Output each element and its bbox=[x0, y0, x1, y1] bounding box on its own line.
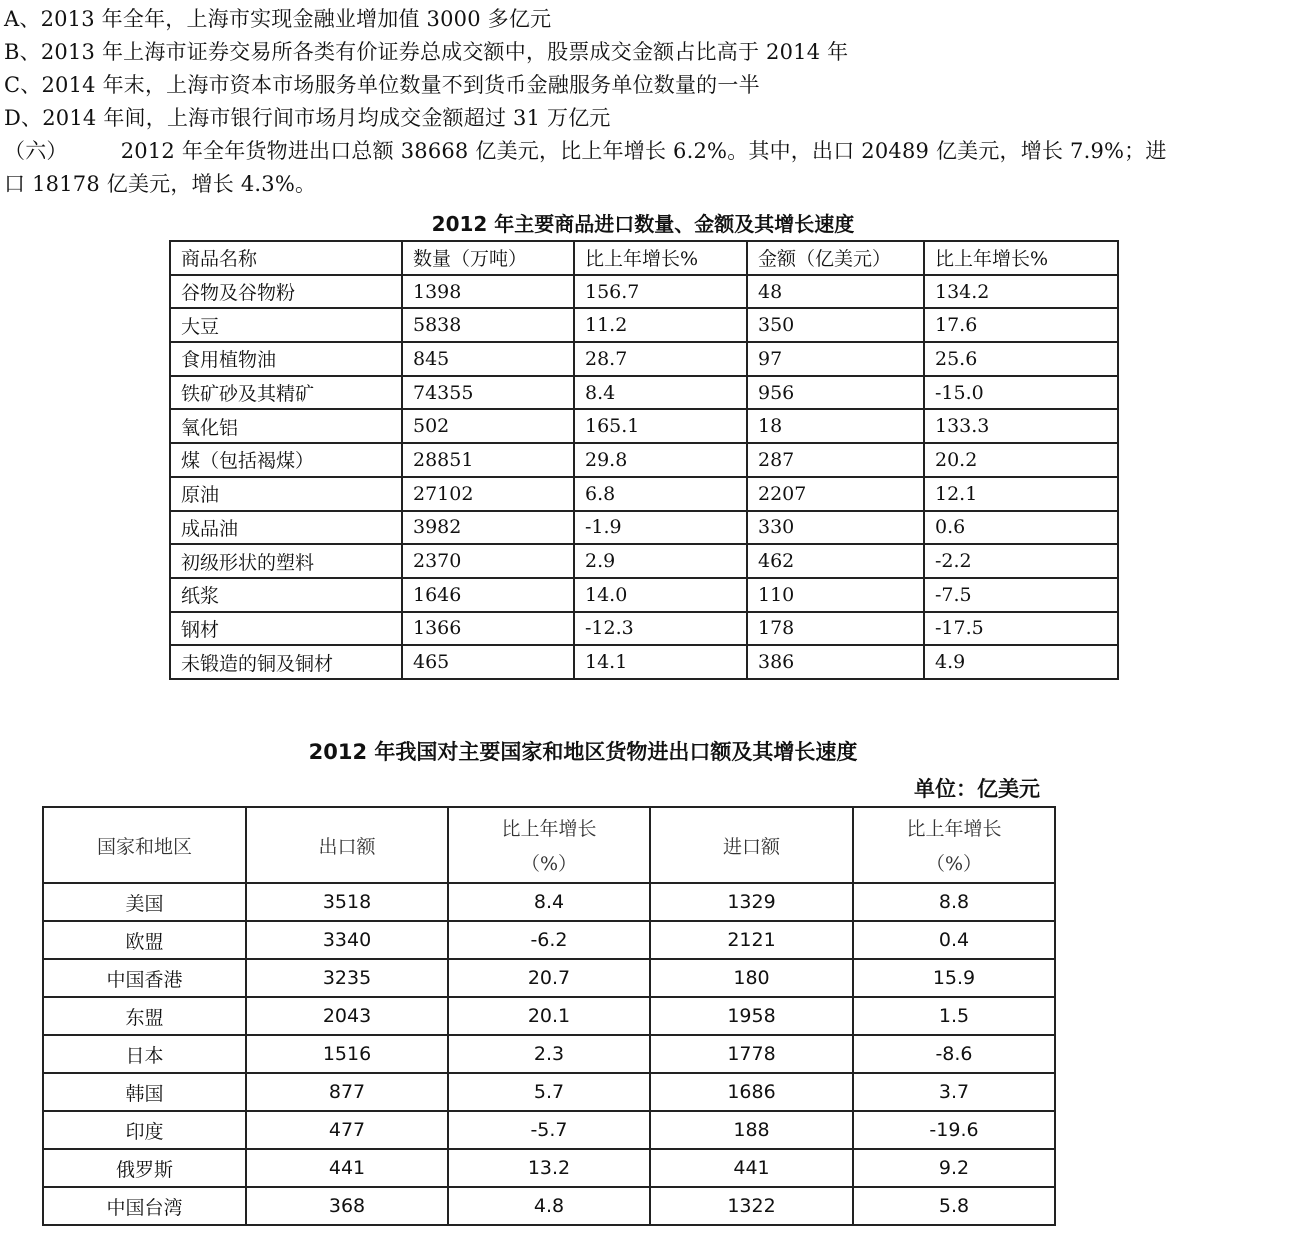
table-cell: 3.7 bbox=[853, 1073, 1055, 1111]
table-cell: -17.5 bbox=[924, 612, 1118, 646]
table-cell: 441 bbox=[246, 1149, 448, 1187]
column-header bbox=[43, 807, 246, 883]
table-cell: 165.1 bbox=[574, 409, 747, 443]
table-cell: 25.6 bbox=[924, 342, 1118, 376]
table-cell: -12.3 bbox=[574, 612, 747, 646]
table-cell: 1646 bbox=[402, 578, 574, 612]
table-cell: 0.4 bbox=[853, 921, 1055, 959]
table-cell: 188 bbox=[650, 1111, 853, 1149]
column-header-label: 出口额 bbox=[318, 835, 376, 858]
table-cell: 287 bbox=[747, 443, 924, 477]
column-header: 商品名称 bbox=[170, 241, 402, 275]
table-cell: 8.4 bbox=[448, 883, 650, 921]
table-row bbox=[170, 443, 1118, 477]
table-cell: 462 bbox=[747, 544, 924, 578]
table-row bbox=[170, 612, 1118, 646]
table-cell: 386 bbox=[747, 645, 924, 679]
table-cell: 3235 bbox=[246, 959, 448, 997]
table-cell: 1329 bbox=[650, 883, 853, 921]
column-header bbox=[448, 807, 650, 883]
commodity-name-cell: 煤（包括褐煤） bbox=[170, 443, 402, 477]
commodity-name-cell: 铁矿砂及其精矿 bbox=[170, 376, 402, 410]
commodity-name-cell: 原油 bbox=[170, 477, 402, 511]
table-cell: 350 bbox=[747, 308, 924, 342]
table-cell: 2207 bbox=[747, 477, 924, 511]
table-cell: 11.2 bbox=[574, 308, 747, 342]
table-cell: 1.5 bbox=[853, 997, 1055, 1035]
table-cell: 2043 bbox=[246, 997, 448, 1035]
region-name-cell: 韩国 bbox=[43, 1073, 246, 1111]
table-cell: -6.2 bbox=[448, 921, 650, 959]
commodity-name-cell: 谷物及谷物粉 bbox=[170, 275, 402, 309]
table-cell: 2370 bbox=[402, 544, 574, 578]
column-header-label: 比上年增长 bbox=[906, 818, 1002, 840]
table-cell: 502 bbox=[402, 409, 574, 443]
table-cell: 48 bbox=[747, 275, 924, 309]
table-cell: 28.7 bbox=[574, 342, 747, 376]
table-cell: -7.5 bbox=[924, 578, 1118, 612]
section-six-intro: （六） 2012 年全年货物进出口总额 38668 亿美元，比上年增长 6.2%。其中，出口 20489 亿美元，增长 7.9%；进 bbox=[4, 139, 1167, 163]
table-row bbox=[43, 921, 1055, 959]
commodity-name-cell: 食用植物油 bbox=[170, 342, 402, 376]
section-six-intro-continued: 口 18178 亿美元，增长 4.3%。 bbox=[4, 172, 317, 196]
table-cell: 9.2 bbox=[853, 1149, 1055, 1187]
table-cell: 4.8 bbox=[448, 1187, 650, 1225]
table-cell: 477 bbox=[246, 1111, 448, 1149]
table-cell: 3518 bbox=[246, 883, 448, 921]
column-header: 数量（万吨） bbox=[402, 241, 574, 275]
table-header-row bbox=[43, 807, 1055, 883]
table-cell: 8.4 bbox=[574, 376, 747, 410]
table-row bbox=[43, 959, 1055, 997]
table-cell: -5.7 bbox=[448, 1111, 650, 1149]
table-cell: 5.7 bbox=[448, 1073, 650, 1111]
table-cell: 441 bbox=[650, 1149, 853, 1187]
table-cell: 845 bbox=[402, 342, 574, 376]
region-name-cell: 欧盟 bbox=[43, 921, 246, 959]
table-row bbox=[170, 477, 1118, 511]
table-cell: 1322 bbox=[650, 1187, 853, 1225]
column-header-label: 比上年增长 bbox=[501, 818, 597, 840]
import-commodities-table-title: 2012 年主要商品进口数量、金额及其增长速度 bbox=[431, 212, 855, 236]
table-cell: 133.3 bbox=[924, 409, 1118, 443]
table-cell: 110 bbox=[747, 578, 924, 612]
column-header bbox=[853, 807, 1055, 883]
table-cell: 1366 bbox=[402, 612, 574, 646]
table-cell: 6.8 bbox=[574, 477, 747, 511]
table-row bbox=[170, 544, 1118, 578]
table-cell: 368 bbox=[246, 1187, 448, 1225]
table-row bbox=[170, 376, 1118, 410]
commodity-name-cell: 氧化铝 bbox=[170, 409, 402, 443]
table-row bbox=[43, 1073, 1055, 1111]
table-cell: 13.2 bbox=[448, 1149, 650, 1187]
table-cell: 5.8 bbox=[853, 1187, 1055, 1225]
column-header: 比上年增长% bbox=[924, 241, 1118, 275]
import-commodities-table bbox=[169, 240, 1119, 680]
table-cell: 3340 bbox=[246, 921, 448, 959]
table-cell: 2121 bbox=[650, 921, 853, 959]
table-row bbox=[43, 1111, 1055, 1149]
column-header-label: 进口额 bbox=[722, 835, 780, 858]
column-header-unit: （%） bbox=[925, 853, 983, 875]
import-commodities-table-block bbox=[169, 208, 1117, 680]
table-cell: 97 bbox=[747, 342, 924, 376]
table-cell: -19.6 bbox=[853, 1111, 1055, 1149]
column-header: 比上年增长% bbox=[574, 241, 747, 275]
table-cell: 2.9 bbox=[574, 544, 747, 578]
table-cell: 1516 bbox=[246, 1035, 448, 1073]
region-name-cell: 东盟 bbox=[43, 997, 246, 1035]
table-cell: 5838 bbox=[402, 308, 574, 342]
trade-partners-table-title: 2012 年我国对主要国家和地区货物进出口额及其增长速度 bbox=[308, 740, 858, 764]
question-option-a: A、2013 年全年，上海市实现金融业增加值 3000 多亿元 bbox=[4, 7, 552, 31]
column-header-unit: （%） bbox=[520, 853, 578, 875]
table-cell: 14.1 bbox=[574, 645, 747, 679]
table-row bbox=[43, 1149, 1055, 1187]
table-cell: -15.0 bbox=[924, 376, 1118, 410]
table-row bbox=[170, 275, 1118, 309]
table-cell: 180 bbox=[650, 959, 853, 997]
table-cell: 1958 bbox=[650, 997, 853, 1035]
commodity-name-cell: 钢材 bbox=[170, 612, 402, 646]
table-cell: 20.1 bbox=[448, 997, 650, 1035]
table-row bbox=[170, 308, 1118, 342]
table-cell: 20.2 bbox=[924, 443, 1118, 477]
commodity-name-cell: 大豆 bbox=[170, 308, 402, 342]
table-cell: -1.9 bbox=[574, 511, 747, 545]
table-row bbox=[170, 645, 1118, 679]
question-option-b: B、2013 年上海市证券交易所各类有价证券总成交额中，股票成交金额占比高于 2014 年 bbox=[4, 40, 849, 64]
table-cell: 877 bbox=[246, 1073, 448, 1111]
table-cell: 74355 bbox=[402, 376, 574, 410]
table-cell: 12.1 bbox=[924, 477, 1118, 511]
table-cell: 956 bbox=[747, 376, 924, 410]
table-cell: 17.6 bbox=[924, 308, 1118, 342]
table-cell: 3982 bbox=[402, 511, 574, 545]
commodity-name-cell: 初级形状的塑料 bbox=[170, 544, 402, 578]
table-cell: 156.7 bbox=[574, 275, 747, 309]
region-name-cell: 日本 bbox=[43, 1035, 246, 1073]
table-cell: 8.8 bbox=[853, 883, 1055, 921]
region-name-cell: 中国台湾 bbox=[43, 1187, 246, 1225]
table-cell: 2.3 bbox=[448, 1035, 650, 1073]
column-header: 金额（亿美元） bbox=[747, 241, 924, 275]
table-cell: -8.6 bbox=[853, 1035, 1055, 1073]
table-cell: 178 bbox=[747, 612, 924, 646]
column-header bbox=[246, 807, 448, 883]
table-cell: 4.9 bbox=[924, 645, 1118, 679]
column-header-label: 国家和地区 bbox=[96, 835, 192, 858]
question-option-d: D、2014 年间，上海市银行间市场月均成交金额超过 31 万亿元 bbox=[4, 106, 611, 130]
trade-partners-table-unit: 单位：亿美元 bbox=[914, 777, 1040, 801]
table-cell: 1686 bbox=[650, 1073, 853, 1111]
region-name-cell: 美国 bbox=[43, 883, 246, 921]
table-cell: 20.7 bbox=[448, 959, 650, 997]
table-row bbox=[170, 578, 1118, 612]
trade-partners-table bbox=[42, 806, 1056, 1226]
table-row bbox=[170, 342, 1118, 376]
table-row bbox=[43, 1187, 1055, 1225]
table-cell: 465 bbox=[402, 645, 574, 679]
region-name-cell: 俄罗斯 bbox=[43, 1149, 246, 1187]
question-option-c: C、2014 年末，上海市资本市场服务单位数量不到货币金融服务单位数量的一半 bbox=[4, 73, 760, 97]
commodity-name-cell: 成品油 bbox=[170, 511, 402, 545]
table-cell: 27102 bbox=[402, 477, 574, 511]
table-cell: 28851 bbox=[402, 443, 574, 477]
table-cell: 1398 bbox=[402, 275, 574, 309]
column-header bbox=[650, 807, 853, 883]
table-row bbox=[43, 1035, 1055, 1073]
table-cell: 330 bbox=[747, 511, 924, 545]
region-name-cell: 印度 bbox=[43, 1111, 246, 1149]
table-header-row bbox=[170, 241, 1118, 275]
table-cell: 14.0 bbox=[574, 578, 747, 612]
table-cell: 29.8 bbox=[574, 443, 747, 477]
table-row bbox=[170, 409, 1118, 443]
region-name-cell: 中国香港 bbox=[43, 959, 246, 997]
table-row bbox=[43, 883, 1055, 921]
table-cell: 18 bbox=[747, 409, 924, 443]
table-cell: 134.2 bbox=[924, 275, 1118, 309]
table-cell: 1778 bbox=[650, 1035, 853, 1073]
commodity-name-cell: 纸浆 bbox=[170, 578, 402, 612]
table-row bbox=[170, 511, 1118, 545]
table-row bbox=[43, 997, 1055, 1035]
table-cell: 15.9 bbox=[853, 959, 1055, 997]
table-cell: 0.6 bbox=[924, 511, 1118, 545]
commodity-name-cell: 未锻造的铜及铜材 bbox=[170, 645, 402, 679]
table-cell: -2.2 bbox=[924, 544, 1118, 578]
